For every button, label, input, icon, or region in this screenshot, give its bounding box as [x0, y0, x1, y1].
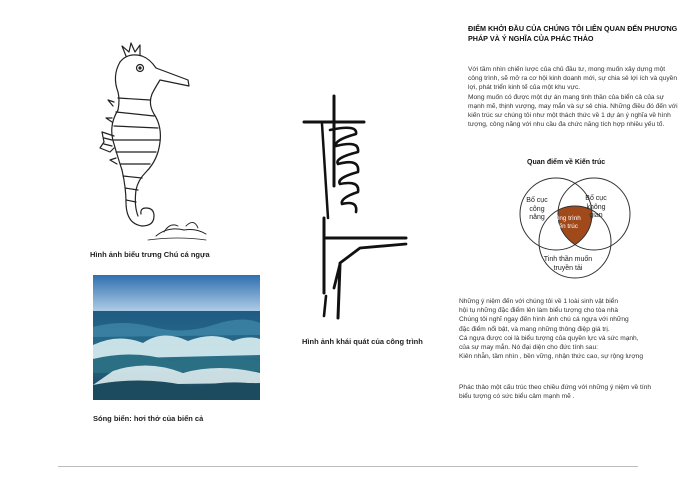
seahorse-sketch-image: [98, 40, 208, 245]
venn-bottom-label: Tinh thần muốn truyền tải: [543, 256, 593, 272]
venn-left-label: Bố cục công năng: [526, 197, 548, 221]
sea-wave-photo: [93, 275, 260, 400]
intro-paragraph: Với tầm nhìn chiến lược của chủ đầu tư, mong muốn xây dựng một công trình, sẽ mở ra cơ hội kinh doanh mới, sự chia sẻ lợi ích và quyền lợi, phát triển kinh tế của một khu vực. Mong muốn có được một dự án mang tinh thần của biển cả của sự mạnh mẽ, thịnh vượng, may mắn và sự sẻ chia. Những điều đó đến với kiến trúc sư chúng tôi như một thách thức về 1 dự án ý nghĩa về hình tượng, công năng với nhu cầu đa chức năng tích hợp nhiều yếu tố.: [468, 66, 678, 129]
building-concept-sketch: [300, 88, 415, 323]
venn-center-label: Công trình kiến trúc: [551, 215, 581, 230]
venn-right-label: Bố cục không gian: [585, 195, 607, 219]
seahorse-caption: Hình ảnh biểu trưng Chú cá ngựa: [90, 250, 210, 259]
closing-paragraph: Phác thảo một cấu trúc theo chiều đứng với những ý niệm về tính biểu tượng có sức biểu cảm mạnh mẽ .: [459, 384, 652, 401]
venn-title: Quan điểm về Kiến trúc: [527, 159, 606, 166]
footer-divider: [58, 466, 638, 467]
page-heading: ĐIỂM KHỞI ĐẦU CỦA CHÚNG TÔI LIÊN QUAN ĐẾN PHƯƠNG PHÁP VÀ Ý NGHĨA CỦA PHÁC THẢO: [468, 24, 678, 43]
concept-paragraph: Những ý niệm đến với chúng tôi về 1 loài sinh vật biển hội tụ những đặc điểm lên làm biểu tượng cho tòa nhà Chúng tôi nghĩ ngay đến hình ảnh chú cá ngựa với những đặc điểm nổi bật, và mang những thông điệp giá trị. Cá ngựa được coi là biểu tượng của quyền lực và sức mạnh, của sự may mắn. Nó đại diện cho đức tính sau: Kiên nhẫn, tầm nhìn , bền vững, nhận thức cao, sự rộng lượng: [459, 298, 644, 361]
building-caption: Hình ảnh khái quát của công trình: [302, 337, 423, 346]
wave-caption: Sóng biển: hơi thở của biển cả: [93, 414, 204, 423]
sea-wave-illustration: [93, 275, 260, 400]
